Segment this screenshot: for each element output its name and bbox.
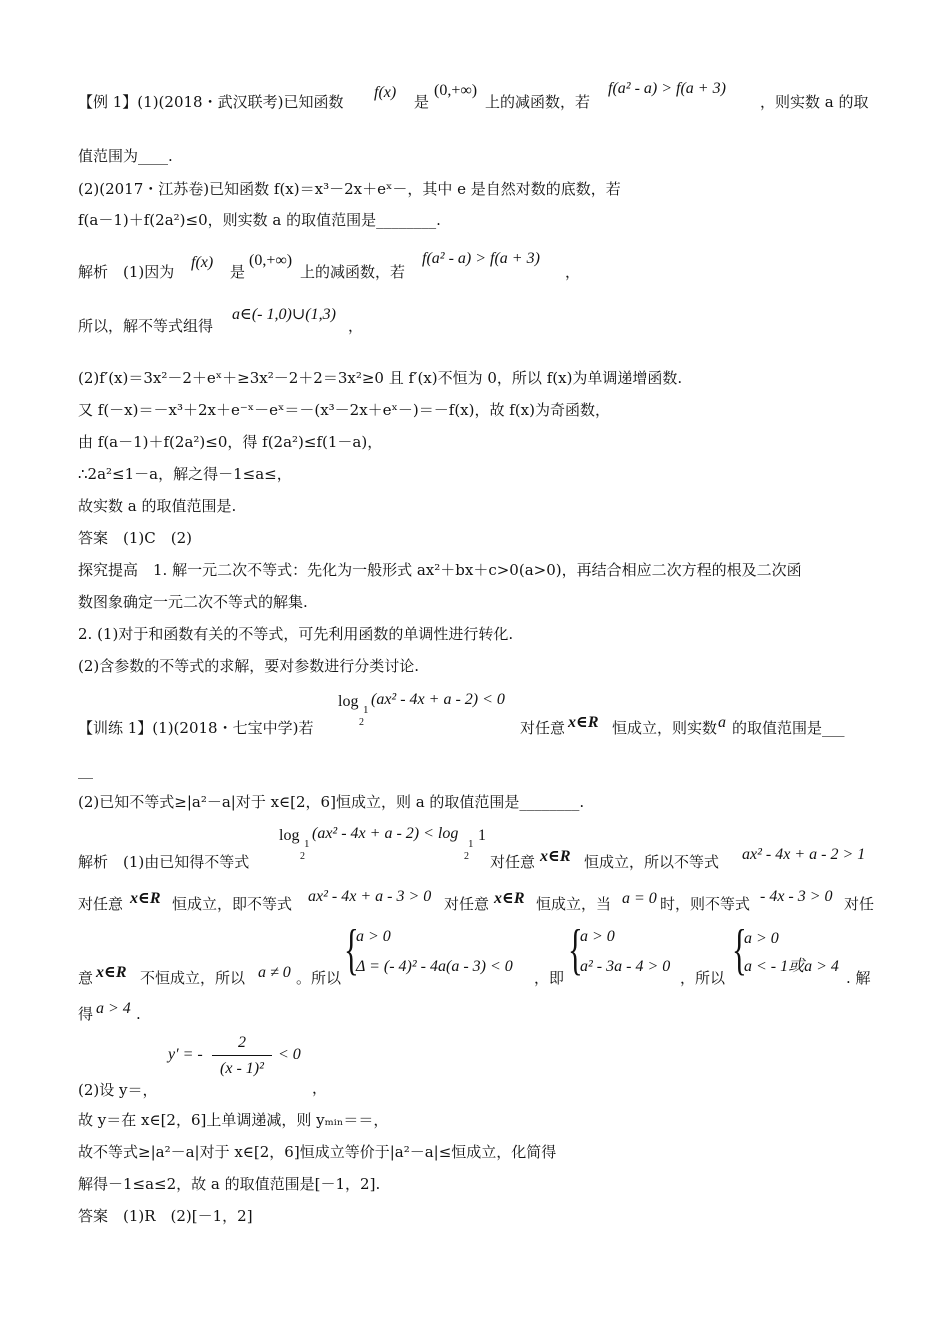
text-then: 时，则不等式 — [660, 895, 751, 913]
text-find-range: ，则实数 a 的取 — [760, 93, 869, 111]
text-comma: ， — [565, 263, 581, 281]
system-3-eq-1: a > 0 — [744, 930, 779, 947]
tips-line-3: 2. (1)对于和函数有关的不等式，可先利用函数的单调性进行转化. — [78, 625, 514, 643]
text-shi: 是 — [230, 263, 246, 281]
system-brace: { — [732, 919, 747, 981]
math-a-neq-0: a ≠ 0 — [258, 964, 291, 981]
fraction-bar — [212, 1055, 272, 1056]
text-not-hold: 不恒成立，所以 — [140, 969, 246, 987]
example-1-line-4: f(a－1)＋f(2a²)≤0，则实数 a 的取值范围是________. — [78, 211, 441, 229]
math-condition: f(a² - a) > f(a + 3) — [608, 80, 726, 97]
math-fx: f(x) — [374, 84, 397, 101]
solution-2-line-5: (2)设 y＝， — [78, 1081, 158, 1099]
solution-1-line-7: 故实数 a 的取值范围是. — [78, 497, 237, 515]
system-3-eq-2: a < - 1或a > 4 — [744, 958, 839, 975]
math-log-base: 1 — [468, 838, 474, 850]
text-range-blank: 的取值范围是___ — [732, 719, 845, 737]
math-fraction-num: 2 — [238, 1034, 246, 1051]
math-ineq: ax² - 4x + a - 2 > 1 — [742, 846, 866, 863]
math-domain: (0,+∞) — [434, 82, 478, 99]
text-holds: 恒成立，即不等式 — [172, 895, 293, 913]
system-1-eq-1: a > 0 — [356, 928, 391, 945]
math-result: a > 4 — [96, 1000, 131, 1017]
text-for-any: 对任意 — [490, 853, 536, 871]
text-holds-so: 恒成立，所以不等式 — [584, 853, 720, 871]
math-x-in-r: x∈R — [96, 964, 127, 981]
training-1-line-2: __ — [78, 761, 93, 779]
system-2-eq-2: a² - 3a - 4 > 0 — [580, 958, 671, 975]
solution-2-line-1: 解析 (1)由已知得不等式 — [78, 853, 250, 871]
solution-2-line-6: 故 y＝在 x∈[2，6]上单调递减，则 yₘᵢₙ＝＝， — [78, 1111, 389, 1129]
example-1-line-2: 值范围为____. — [78, 147, 173, 165]
solution-2-line-3: 意 — [78, 969, 94, 987]
text-for-any: 对任意 — [444, 895, 490, 913]
text-holds-when: 恒成立，当 — [536, 895, 612, 913]
math-domain: (0,+∞) — [249, 252, 293, 269]
example-1-line-3: (2)(2017・江苏卷)已知函数 f(x)＝x³－2x＋eˣ－，其中 e 是自然对数的底数，若 — [78, 180, 621, 198]
math-x-in-r: x∈R — [130, 890, 161, 907]
answer-1: 答案 (1)C (2) — [78, 529, 192, 547]
text-period: . — [136, 1005, 141, 1023]
training-1-line-3: (2)已知不等式≥|a²－a|对于 x∈[2，6]恒成立，则 a 的取值范围是________. — [78, 793, 585, 811]
solution-1-line-1: 解析 (1)因为 — [78, 263, 175, 281]
system-brace: { — [568, 919, 583, 981]
text-comma: ， — [312, 1079, 328, 1097]
system-1-eq-2: Δ = (- 4)² - 4a(a - 3) < 0 — [356, 958, 513, 975]
answer-2: 答案 (1)R (2)[－1，2] — [78, 1207, 253, 1225]
math-log: log — [338, 693, 359, 710]
system-brace: { — [344, 919, 359, 981]
math-derivative: y′ = - — [168, 1046, 203, 1063]
text-decreasing: 上的减函数，若 — [485, 93, 591, 111]
math-a: a — [718, 714, 726, 731]
text-comma: ， — [348, 317, 364, 335]
solution-2-line-8: 解得－1≤a≤2，故 a 的取值范围是[－1，2]. — [78, 1175, 381, 1193]
math-x-in-r: x∈R — [540, 848, 571, 865]
training-1-line-1: 【训练 1】(1)(2018・七宝中学)若 — [78, 719, 314, 737]
solution-2-line-4: 得 — [78, 1005, 94, 1023]
solution-1-line-5: 由 f(a－1)＋f(2a²)≤0，得 f(2a²)≤f(1－a)， — [78, 433, 383, 451]
math-log-base-den: 2 — [464, 851, 469, 862]
math-log-base: 1 — [304, 838, 310, 850]
solution-1-line-4: 又 f(－x)＝－x³＋2x＋e⁻ˣ－eˣ＝－(x³－2x＋eˣ－)＝－f(x)，故 f(x)为奇函数， — [78, 401, 610, 419]
math-x-in-r: x∈R — [494, 890, 525, 907]
solution-2-line-2: 对任意 — [78, 895, 124, 913]
text-shi: 是 — [414, 93, 430, 111]
math-fx: f(x) — [191, 254, 214, 271]
math-log: log — [279, 827, 300, 844]
text-so: ，所以 — [680, 969, 726, 987]
solution-1-line-3: (2)f′(x)＝3x²－2＋eˣ＋≥3x²－2＋2＝3x²≥0 且 f′(x)不恒为 0，所以 f(x)为单调递增函数. — [78, 369, 683, 387]
math-log-base-den: 2 — [359, 717, 364, 728]
math-result-set: a∈(- 1,0)∪(1,3) — [232, 306, 336, 323]
text-so: 。所以 — [296, 969, 342, 987]
tips-line-1: 探究提高 1. 解一元二次不等式：先化为一般形式 ax²＋bx＋c>0(a>0)，再结合相应二次方程的根及二次函 — [78, 561, 802, 579]
math-log-base-den: 2 — [300, 851, 305, 862]
math-condition: f(a² - a) > f(a + 3) — [422, 250, 540, 267]
example-1-line-1 — [78, 92, 343, 112]
text-for-any: 对任意 — [520, 719, 566, 737]
math-log-argument: (ax² - 4x + a - 2) < log — [312, 825, 459, 842]
text-ie: ，即 — [534, 969, 565, 987]
example-1-label: 【例 1】(1)(2018・武汉联考)已知函数 — [78, 93, 344, 111]
text-solve: . 解 — [846, 969, 871, 987]
tips-line-2: 数图象确定一元二次不等式的解集. — [78, 593, 308, 611]
math-ineq: - 4x - 3 > 0 — [760, 888, 833, 905]
math-x-in-r: x∈R — [568, 714, 599, 731]
math-fraction-den: (x - 1)² — [220, 1060, 264, 1077]
math-a-zero: a = 0 — [622, 890, 657, 907]
math-log-one: 1 — [478, 827, 486, 844]
system-2-eq-1: a > 0 — [580, 928, 615, 945]
tips-line-4: (2)含参数的不等式的求解，要对参数进行分类讨论. — [78, 657, 420, 675]
math-ineq: ax² - 4x + a - 3 > 0 — [308, 888, 432, 905]
math-log-argument: (ax² - 4x + a - 2) < 0 — [371, 691, 505, 708]
solution-1-line-2: 所以，解不等式组得 — [78, 317, 214, 335]
solution-1-line-6: ∴2a²≤1－a，解之得－1≤a≤， — [78, 465, 292, 483]
math-derivative-tail: < 0 — [278, 1046, 301, 1063]
text-holds: 恒成立，则实数 — [612, 719, 718, 737]
text-for-any: 对任 — [844, 895, 875, 913]
solution-2-line-7: 故不等式≥|a²－a|对于 x∈[2，6]恒成立等价于|a²－a|≤恒成立，化简得 — [78, 1143, 557, 1161]
math-log-base: 1 — [363, 704, 369, 716]
text-decreasing: 上的减函数，若 — [300, 263, 406, 281]
